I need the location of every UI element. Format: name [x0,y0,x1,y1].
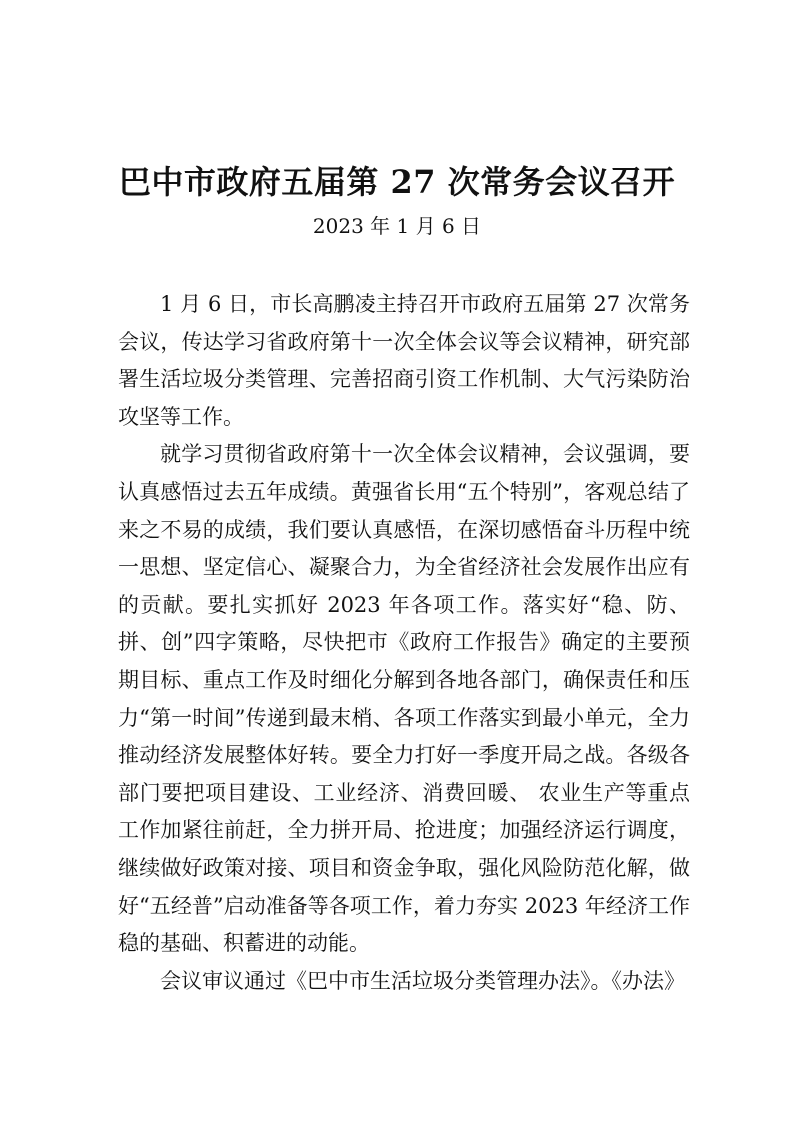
paragraph-3: 会议审议通过《巴中市生活垃圾分类管理办法》。《办法》 [160,968,685,993]
paragraph-2: 就学习贯彻省政府第十一次全体会议精神，会议强调，要认真感悟过去五年成绩。黄强省长用“五个特别”，客观总结了来之不易的成绩，我们要认真感悟，在深切感悟奋斗历程中统一思想、坚定信心、凝聚合力，为全省经济社会发展作出应有的贡献。要扎实抓好 2023 年各项工作。落实好“稳、防、拼、创”四字策略，尽快把市《政府工作报告》确定的主要预期目标、重点工作及时细化分解到各地各部门，确保责任和压力“第一时间”传递到最末梢、各项工作落实到最小单元，全力推动经济发展整体好转。要全力打好一季度开局之战。各级各部门要把项目建设、工业经济、消费回暖、 农业生产等重点工作加紧往前赶，全力拼开局、抢进度；加强经济运行调度，继续做好政策对接、项目和资金争取，强化风险防范化解，做好“五经普”启动准备等各项工作，着力夯实 2023 年经济工作稳的基础、积蓄进的动能。 [118,442,690,956]
paragraph-1: 1 月 6 日，市长高鹏凌主持召开市政府五届第 27 次常务会议，传达学习省政府第十一次全体会议等会议精神，研究部署生活垃圾分类管理、完善招商引资工作机制、大气污染防治攻坚等工作。 [118,292,690,429]
document-title: 巴中市政府五届第 27 次常务会议召开 [118,163,676,201]
document-date: 2023 年 1 月 6 日 [312,214,482,238]
document-body [118,286,690,1000]
